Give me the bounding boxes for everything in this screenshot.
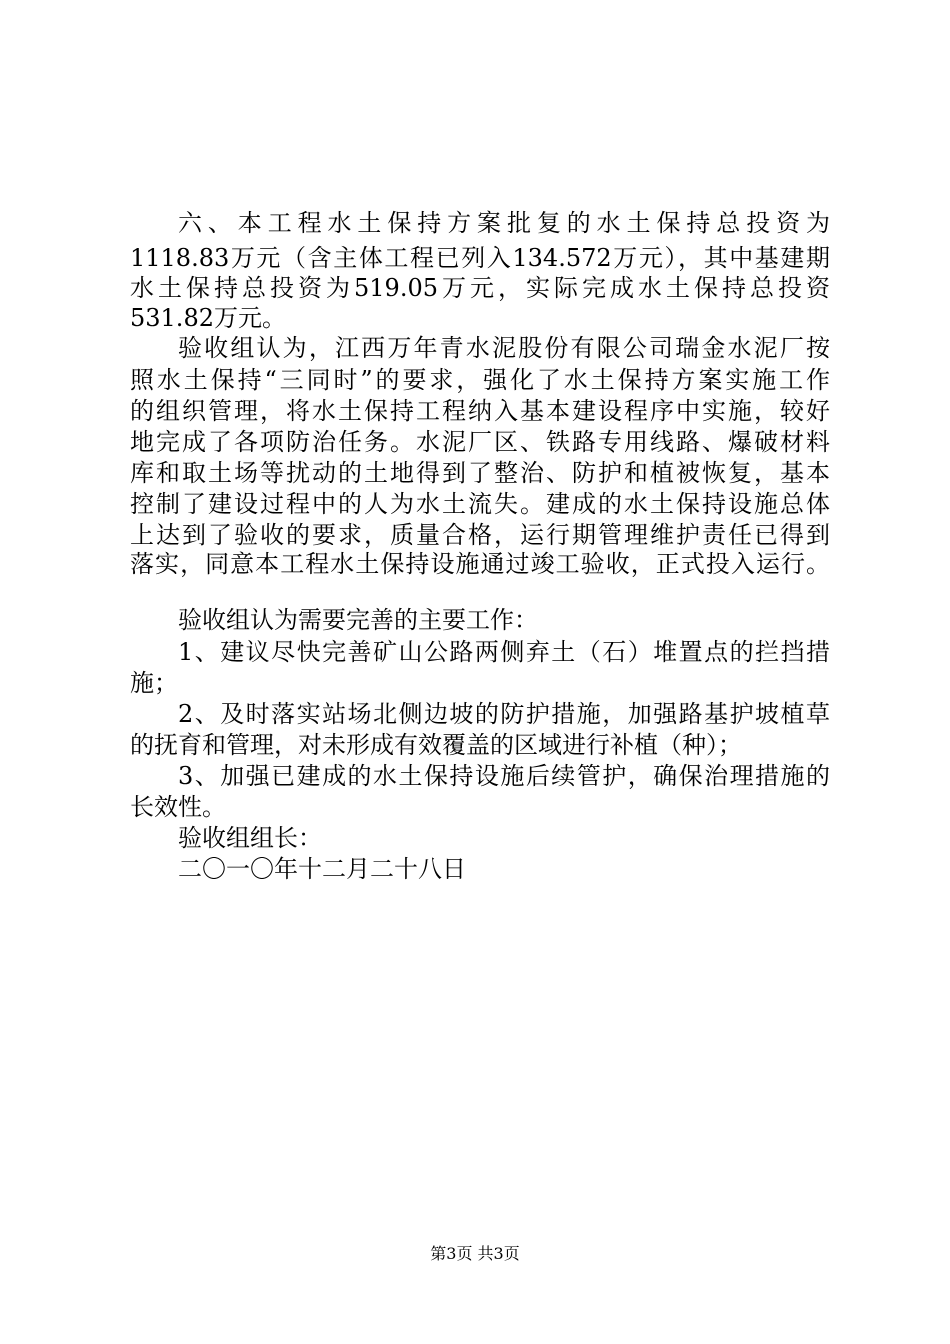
leader-label: 验收组组长： — [178, 824, 322, 852]
paragraph-2-line-6: 控制了建设过程中的人为水土流失。建成的水土保持设施总体 — [130, 490, 830, 518]
paragraph-1-line-4: 531.82万元。 — [130, 304, 286, 332]
document-date: 二〇一〇年十二月二十八日 — [178, 855, 466, 883]
paragraph-1-line-2: 1118.83万元（含主体工程已列入134.572万元），其中基建期 — [130, 244, 830, 272]
page-indicator: 第3页 共3页 — [430, 1244, 520, 1263]
paragraph-2-line-2: 照水土保持“三同时”的要求，强化了水土保持方案实施工作 — [130, 366, 830, 394]
paragraph-1-line-1: 六、本工程水土保持方案批复的水土保持总投资为 — [178, 209, 830, 237]
item-2-line-1: 2、及时落实站场北侧边坡的防护措施，加强路基护坡植草 — [178, 700, 830, 728]
paragraph-2-line-8: 落实，同意本工程水土保持设施通过竣工验收，正式投入运行。 — [130, 550, 830, 578]
work-heading: 验收组认为需要完善的主要工作： — [178, 606, 538, 634]
item-3-line-2: 长效性。 — [130, 793, 226, 821]
paragraph-2-line-3: 的组织管理，将水土保持工程纳入基本建设程序中实施，较好 — [130, 397, 830, 425]
item-1-line-2: 施； — [130, 669, 178, 697]
paragraph-2-line-7: 上达到了验收的要求，质量合格，运行期管理维护责任已得到 — [130, 521, 830, 549]
paragraph-1-line-3: 水土保持总投资为519.05万元，实际完成水土保持总投资 — [130, 274, 830, 302]
item-2-line-2: 的抚育和管理，对未形成有效覆盖的区域进行补植（种）； — [130, 731, 742, 759]
paragraph-2-line-1: 验收组认为，江西万年青水泥股份有限公司瑞金水泥厂按 — [178, 334, 830, 362]
item-3-line-1: 3、加强已建成的水土保持设施后续管护，确保治理措施的 — [178, 762, 830, 790]
paragraph-2-line-4: 地完成了各项防治任务。水泥厂区、铁路专用线路、爆破材料 — [130, 428, 830, 456]
paragraph-2-line-5: 库和取土场等扰动的土地得到了整治、防护和植被恢复，基本 — [130, 459, 830, 487]
item-1-line-1: 1、建议尽快完善矿山公路两侧弃土（石）堆置点的拦挡措 — [178, 638, 830, 666]
